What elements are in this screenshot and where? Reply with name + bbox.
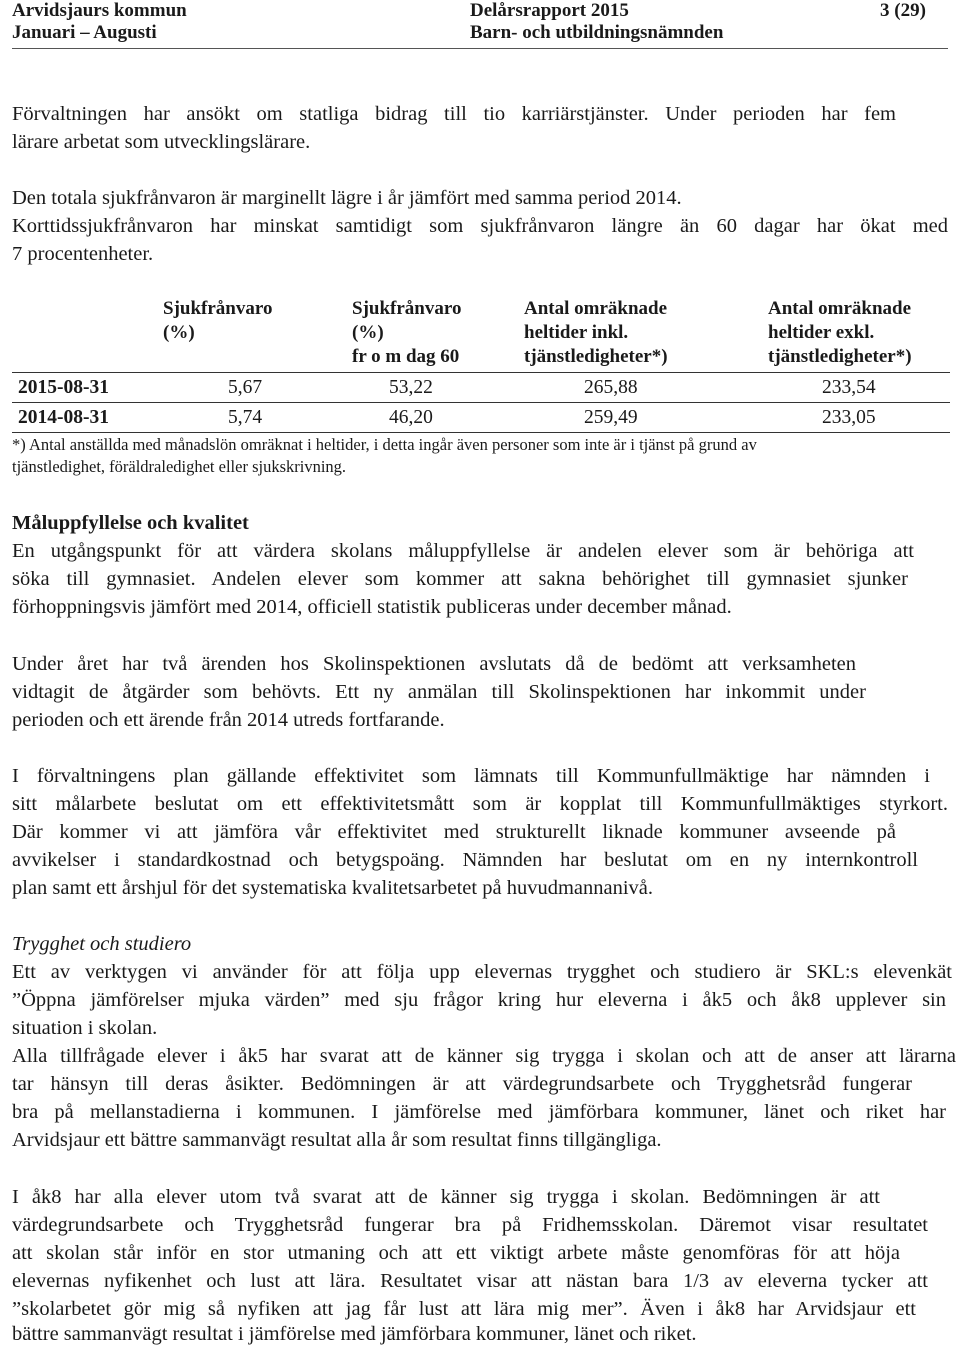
table-footnote-line: *) Antal anställda med månadslön omräknat i heltider, i detta ingår även personer som inte är i tjänst på grund av [12, 435, 757, 454]
table-row-date: 2014-08-31 [18, 407, 109, 428]
header-divider [12, 48, 948, 49]
paragraph-line: Alla tillfrågade elever i åk5 har svarat att de känner sig trygga i skolan och att de anser att lärarna [12, 1045, 956, 1067]
paragraph-line: söka till gymnasiet. Andelen elever som kommer att sakna behörighet till gymnasiet sjunker [12, 568, 908, 590]
table-cell: 259,49 [584, 407, 638, 428]
table-cell: 233,05 [822, 407, 876, 428]
paragraph-line: ”skolarbetet gör mig så nyfiken att jag får lust att lära mig mer”. Även i åk8 har Arvidsjaur ett [12, 1298, 916, 1320]
header-org: Arvidsjaurs kommun [12, 0, 187, 21]
paragraph-line: En utgångspunkt för att värdera skolans måluppfyllelse är andelen elever som är behöriga att [12, 540, 914, 562]
table-rule [12, 372, 950, 373]
paragraph-line: Där kommer vi att jämföra vår effektivitet med strukturellt liknade kommuner avseende på [12, 821, 896, 843]
paragraph-line: bra på mellanstadierna i kommunen. I jämförelse med jämförbara kommuner, länet och riket har [12, 1101, 946, 1123]
table-header-cell: Sjukfrånvaro (%) [163, 298, 273, 343]
paragraph-line: I åk8 har alla elever utom två svarat att de känner sig trygga i skolan. Bedömningen är att [12, 1186, 880, 1208]
paragraph-line: I förvaltningens plan gällande effektivitet som lämnats till Kommunfullmäktige har nämnden i [12, 765, 930, 787]
table-cell: 233,54 [822, 377, 876, 398]
paragraph-line: perioden och ett ärende från 2014 utreds fortfarande. [12, 709, 445, 731]
table-rule [12, 432, 950, 433]
paragraph-line: förhoppningsvis jämfört med 2014, officiell statistik publiceras under december månad. [12, 596, 732, 618]
paragraph-line: värdegrundsarbete och Trygghetsråd fungerar bra på Fridhemsskolan. Däremot visar resultatet [12, 1214, 928, 1236]
header-report-title: Delårsrapport 2015 [470, 0, 629, 21]
paragraph-line: Under året har två ärenden hos Skolinspektionen avslutats då de bedömt att verksamheten [12, 653, 856, 675]
paragraph-line: 7 procentenheter. [12, 243, 154, 265]
paragraph-line: avvikelser i standardkostnad och betygspoäng. Nämnden har beslutat om en ny internkontroll [12, 849, 918, 871]
table-cell: 46,20 [389, 407, 433, 428]
paragraph-line: Korttidssjukfrånvaron har minskat samtidigt som sjukfrånvaron längre än 60 dagar har ökat med [12, 215, 948, 237]
paragraph-line: Arvidsjaur ett bättre sammanvägt resultat alla år som resultat finns tillgängliga. [12, 1129, 662, 1151]
table-cell: 265,88 [584, 377, 638, 398]
table-cell: 5,74 [228, 407, 263, 428]
paragraph-line: tar hänsyn till deras åsikter. Bedömningen är att värdegrundsarbete och Trygghetsråd fungerar [12, 1073, 912, 1095]
table-header-cell: Sjukfrånvaro (%) fr o m dag 60 [352, 298, 462, 367]
paragraph-line: lärare arbetat som utvecklingslärare. [12, 131, 311, 153]
header-period: Januari – Augusti [12, 22, 157, 43]
section-heading-safety: Trygghet och studiero [12, 933, 192, 955]
paragraph-line: Den totala sjukfrånvaron är marginellt lägre i år jämfört med samma period 2014. [12, 187, 682, 209]
paragraph-line: bättre sammanvägt resultat i jämförelse med jämförbara kommuner, länet och riket. [12, 1323, 697, 1345]
table-header-cell: Antal omräknade heltider exkl. tjänstledigheter*) [768, 298, 912, 367]
table-cell: 5,67 [228, 377, 263, 398]
table-header-cell: Antal omräknade heltider inkl. tjänstledigheter*) [524, 298, 668, 367]
paragraph-line: situation i skolan. [12, 1017, 158, 1039]
paragraph-line: Förvaltningen har ansökt om statliga bidrag till tio karriärstjänster. Under perioden har fem [12, 103, 896, 125]
header-page-number: 3 (29) [880, 0, 926, 21]
table-cell: 53,22 [389, 377, 433, 398]
paragraph-line: elevernas nyfikenhet och lust att lära. Resultatet visar att nästan bara 1/3 av eleverna tycker att [12, 1270, 928, 1292]
header-board: Barn- och utbildningsnämnden [470, 22, 724, 43]
paragraph-line: ”Öppna jämförelser mjuka värden” med sju frågor kring hur eleverna i åk5 och åk8 upplever sin [12, 989, 946, 1011]
table-row-date: 2015-08-31 [18, 377, 109, 398]
paragraph-line: plan samt ett årshjul för det systematiska kvalitetsarbetet på huvudmannanivå. [12, 877, 654, 899]
paragraph-line: att skolan står inför en stor utmaning och att ett viktigt arbete måste genomföras för att höja [12, 1242, 900, 1264]
table-footnote-line: tjänstledighet, föräldraledighet eller sjukskrivning. [12, 457, 347, 476]
paragraph-line: vidtagit de åtgärder som behövts. Ett ny anmälan till Skolinspektionen har inkommit under [12, 681, 866, 703]
table-rule [12, 402, 950, 403]
paragraph-line: Ett av verktygen vi använder för att följa upp elevernas trygghet och studiero är SKL:s elevenkät [12, 961, 952, 983]
section-heading-quality: Måluppfyllelse och kvalitet [12, 512, 249, 534]
paragraph-line: sitt målarbete beslutat om ett effektivitetsmått som är kopplat till Kommunfullmäktiges styrkort. [12, 793, 948, 815]
